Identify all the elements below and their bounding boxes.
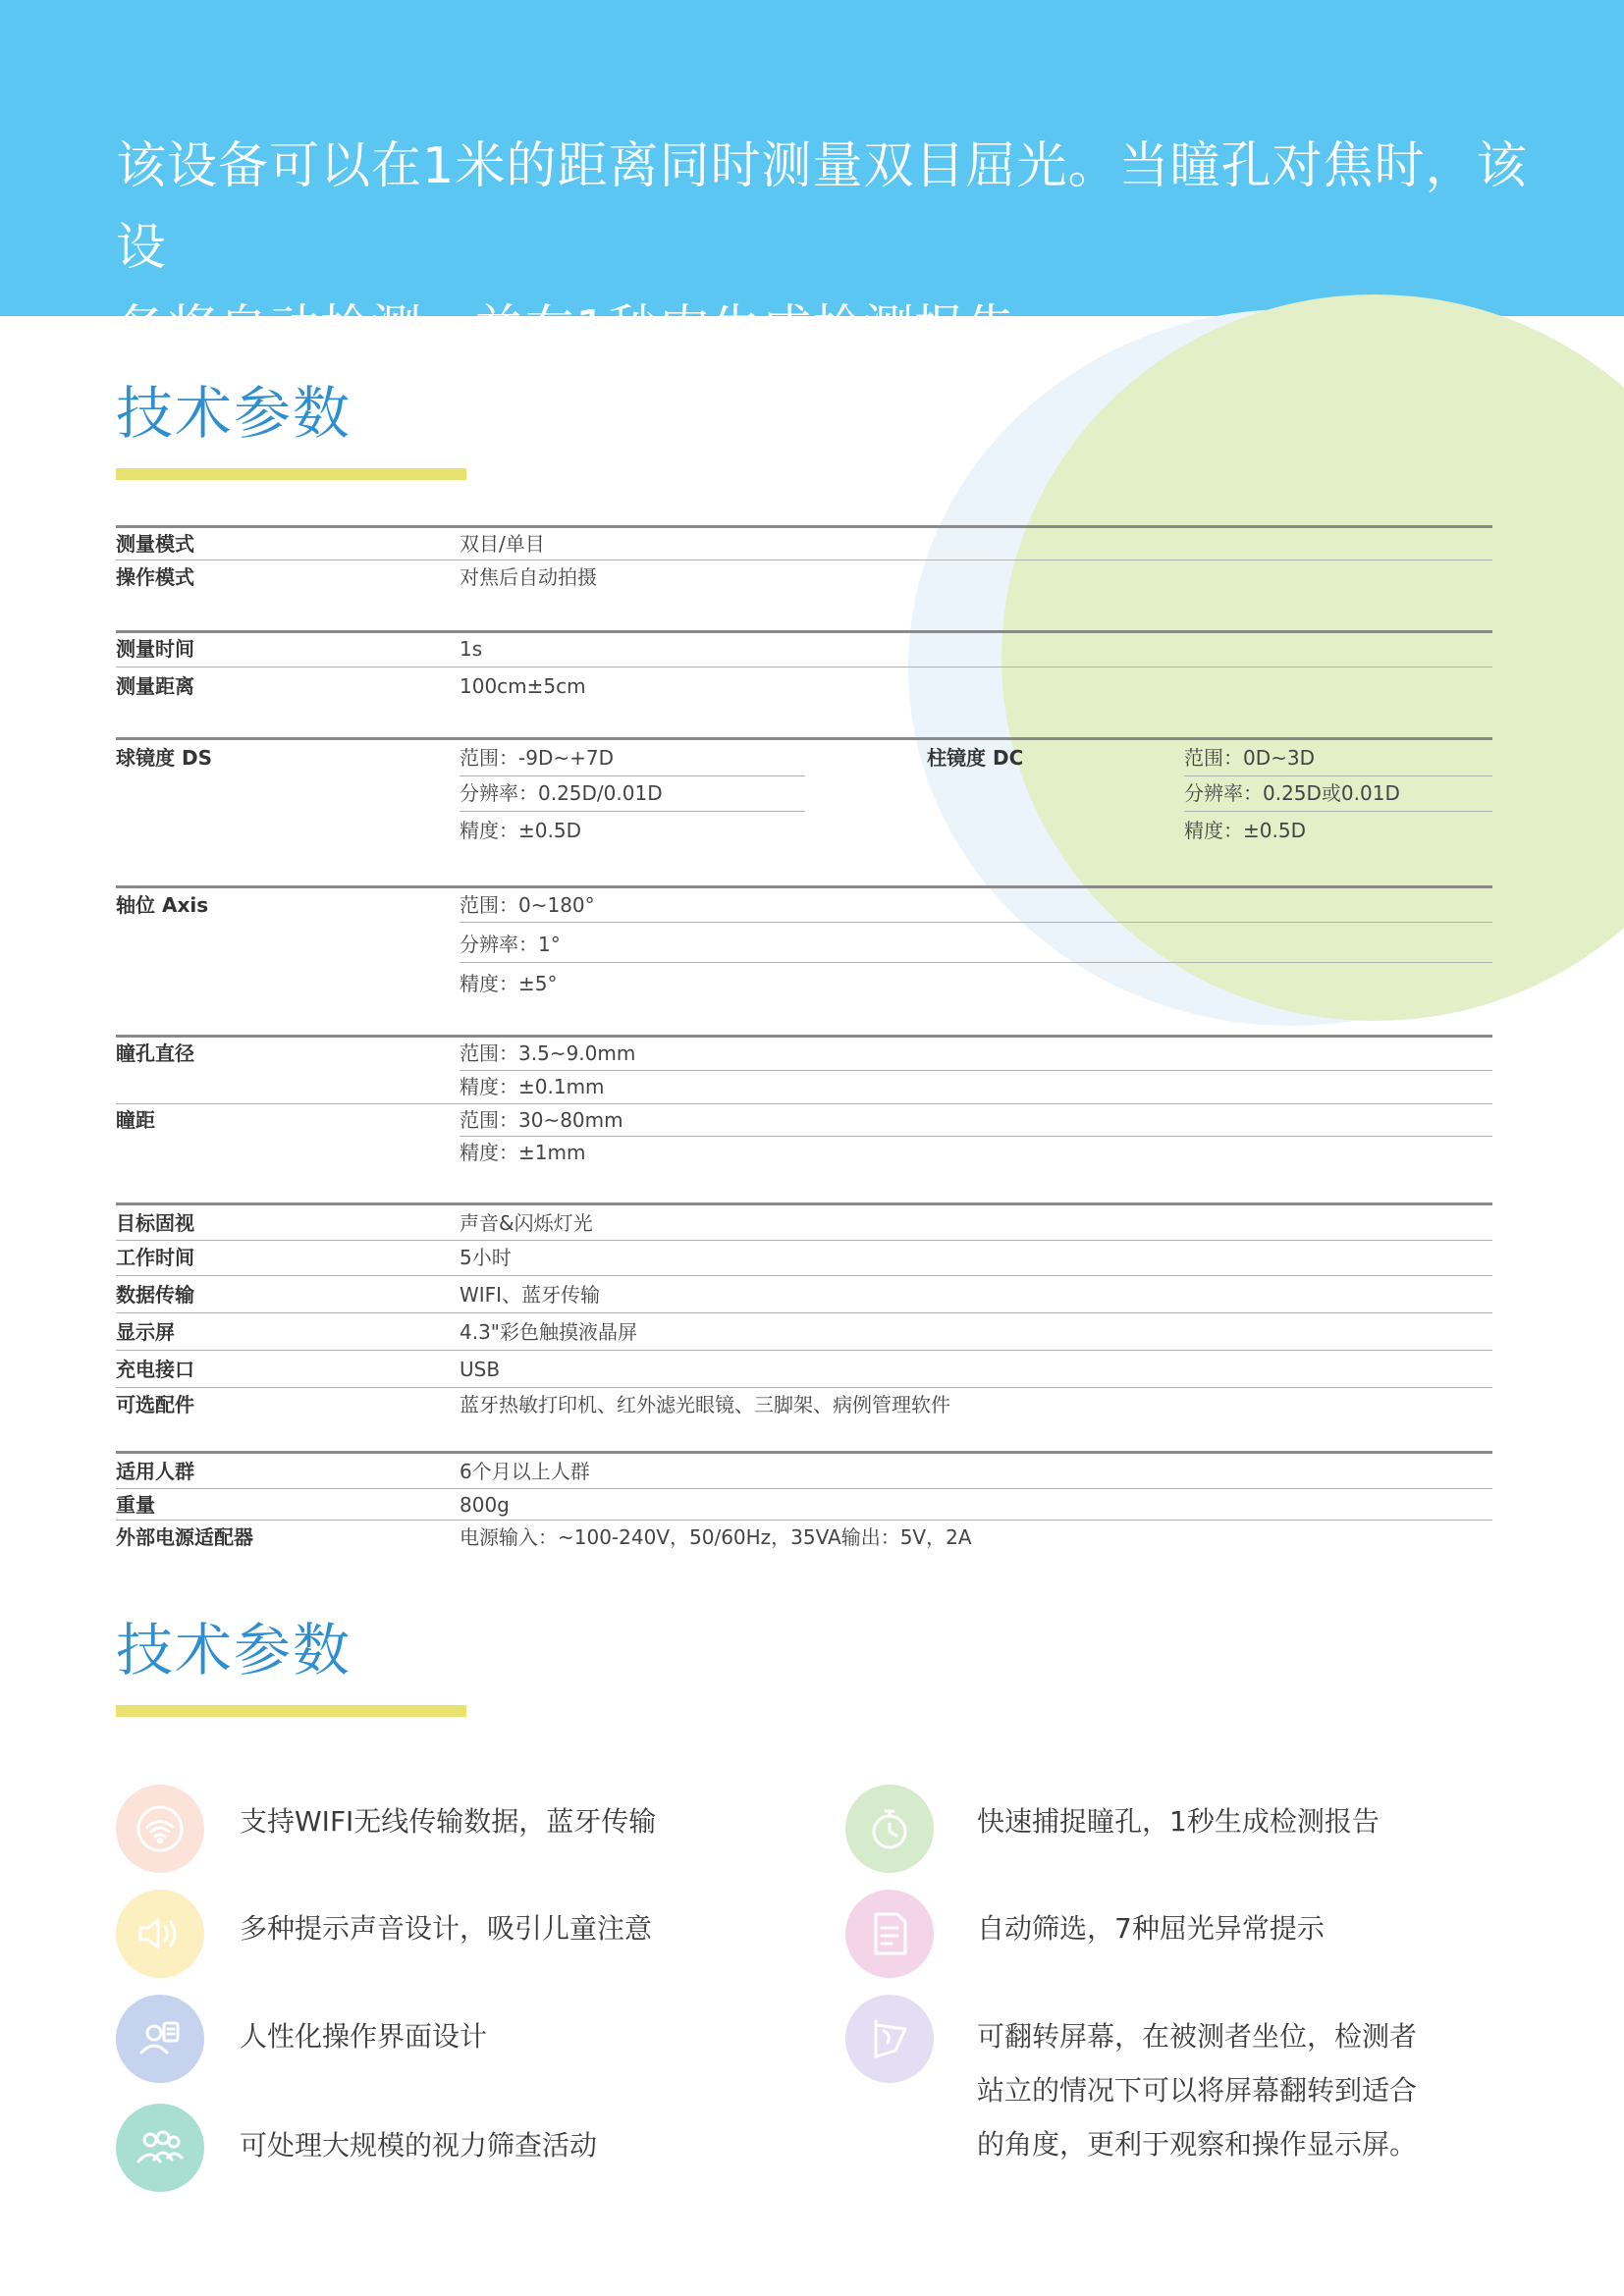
- spec-value: 1s: [460, 637, 483, 661]
- spec-label: 测量距离: [116, 674, 194, 698]
- spec-table: [116, 0, 1492, 1590]
- spec-label: 瞳孔直径: [116, 1041, 194, 1065]
- stopwatch-icon: [845, 1785, 934, 1873]
- spec-label: 外部电源适配器: [116, 1525, 253, 1549]
- spec-label: 可选配件: [116, 1393, 194, 1416]
- spec-label: 测量模式: [116, 532, 194, 556]
- spec-value: 分辨率：0.25D或0.01D: [1184, 781, 1400, 805]
- row-divider: [460, 811, 805, 812]
- row-divider: [116, 1488, 1492, 1489]
- feature-text: 人性化操作界面设计: [240, 2020, 488, 2053]
- spec-value: WIFI、蓝牙传输: [460, 1283, 601, 1307]
- feature-text: [977, 2009, 1417, 2171]
- spec-label: 轴位 Axis: [116, 893, 209, 917]
- rule: [116, 1035, 1492, 1038]
- row-divider: [116, 1312, 1492, 1313]
- row-divider: [460, 922, 1492, 923]
- row-divider: [1184, 775, 1492, 776]
- spec-value: 对焦后自动拍摄: [460, 565, 597, 589]
- spec-value: 双目/单目: [460, 532, 545, 556]
- spec-value: 范围：30~80mm: [460, 1108, 623, 1132]
- spec-value: 范围：3.5~9.0mm: [460, 1041, 636, 1065]
- row-divider: [460, 1136, 1492, 1137]
- feature-text-line: 的角度，更利于观察和操作显示屏。: [977, 2128, 1418, 2161]
- feature-text: 多种提示声音设计，吸引儿童注意: [240, 1912, 653, 1945]
- feature-text: 可处理大规模的视力筛查活动: [240, 2129, 598, 2162]
- spec-value: 分辨率：1°: [460, 933, 561, 956]
- row-divider: [116, 1387, 1492, 1388]
- row-divider: [460, 1070, 1492, 1071]
- rule: [116, 630, 1492, 633]
- spec-value: 4.3"彩色触摸液晶屏: [460, 1320, 638, 1344]
- spec-label: 测量时间: [116, 637, 194, 661]
- spec-value: 6个月以上人群: [460, 1460, 590, 1483]
- spec-value: 精度：±0.5D: [460, 819, 581, 842]
- spec-value: 100cm±5cm: [460, 674, 586, 698]
- document-icon: [845, 1890, 934, 1978]
- rule: [116, 885, 1492, 888]
- spec-label: 适用人群: [116, 1460, 194, 1483]
- spec-value: 范围：0~180°: [460, 893, 595, 917]
- spec-value: 精度：±0.5D: [1184, 819, 1306, 842]
- row-divider: [460, 775, 805, 776]
- rule: [116, 525, 1492, 528]
- rotate-screen-icon: [845, 1995, 934, 2083]
- spec-value: 范围：0D~3D: [1184, 746, 1316, 770]
- banner-line-2: 备将自动检测，并在1秒内生成检测报告。: [116, 300, 1068, 358]
- row-divider: [460, 962, 1492, 963]
- spec-label: 目标固视: [116, 1211, 194, 1235]
- spec-value: 800g: [460, 1493, 510, 1517]
- spec-label: 充电接口: [116, 1358, 194, 1381]
- spec-label: 显示屏: [116, 1320, 175, 1344]
- spec-value: 精度：±1mm: [460, 1141, 586, 1164]
- spec-value: 蓝牙热敏打印机、红外滤光眼镜、三脚架、病例管理软件: [460, 1393, 950, 1416]
- section-title-specs: 技术参数: [116, 380, 352, 447]
- rule: [116, 737, 1492, 740]
- feature-text: 自动筛选，7种屈光异常提示: [977, 1912, 1325, 1945]
- row-divider: [116, 1103, 1492, 1104]
- rule: [116, 1451, 1492, 1454]
- spec-value: 分辨率：0.25D/0.01D: [460, 781, 663, 805]
- spec-value: 范围：-9D~+7D: [460, 746, 614, 770]
- feature-text: 支持WIFI无线传输数据，蓝牙传输: [240, 1805, 657, 1838]
- spec-label: 数据传输: [116, 1283, 194, 1307]
- spec-label: 操作模式: [116, 565, 194, 589]
- group-icon: [116, 2104, 204, 2192]
- spec-label: 球镜度 DS: [116, 746, 212, 770]
- feature-text-line: 可翻转屏幕，在被测者坐位，检测者: [977, 2020, 1418, 2053]
- feature-text-line: 站立的情况下可以将屏幕翻转到适合: [977, 2074, 1418, 2107]
- spec-value: 电源输入：~100-240V，50/60Hz，35VA输出：5V，2A: [460, 1525, 972, 1549]
- spec-label: 瞳距: [116, 1108, 155, 1132]
- spec-label: 工作时间: [116, 1246, 194, 1269]
- row-divider: [1184, 811, 1492, 812]
- spec-value: 声音&闪烁灯光: [460, 1211, 593, 1235]
- row-divider: [116, 1240, 1492, 1241]
- row-divider: [116, 1520, 1492, 1521]
- spec-value: 5小时: [460, 1246, 512, 1269]
- wifi-icon: [116, 1785, 204, 1873]
- row-divider: [116, 1275, 1492, 1276]
- spec-value: USB: [460, 1358, 501, 1381]
- spec-label: 柱镜度 DC: [927, 746, 1024, 770]
- row-divider: [116, 560, 1492, 561]
- spec-value: 精度：±0.1mm: [460, 1075, 605, 1098]
- spec-label: 重量: [116, 1493, 155, 1517]
- speaker-icon: [116, 1890, 204, 1978]
- feature-text: 快速捕捉瞳孔，1秒生成检测报告: [977, 1805, 1380, 1838]
- rule: [116, 1202, 1492, 1205]
- section-title-features: 技术参数: [116, 1617, 352, 1683]
- user-interface-icon: [116, 1995, 204, 2083]
- title-underline: [116, 1705, 466, 1717]
- banner-line-1: 该设备可以在1米的距离同时测量双目屈光。当瞳孔对焦时，该设: [116, 137, 1528, 277]
- spec-value: 精度：±5°: [460, 972, 558, 995]
- row-divider: [116, 1350, 1492, 1351]
